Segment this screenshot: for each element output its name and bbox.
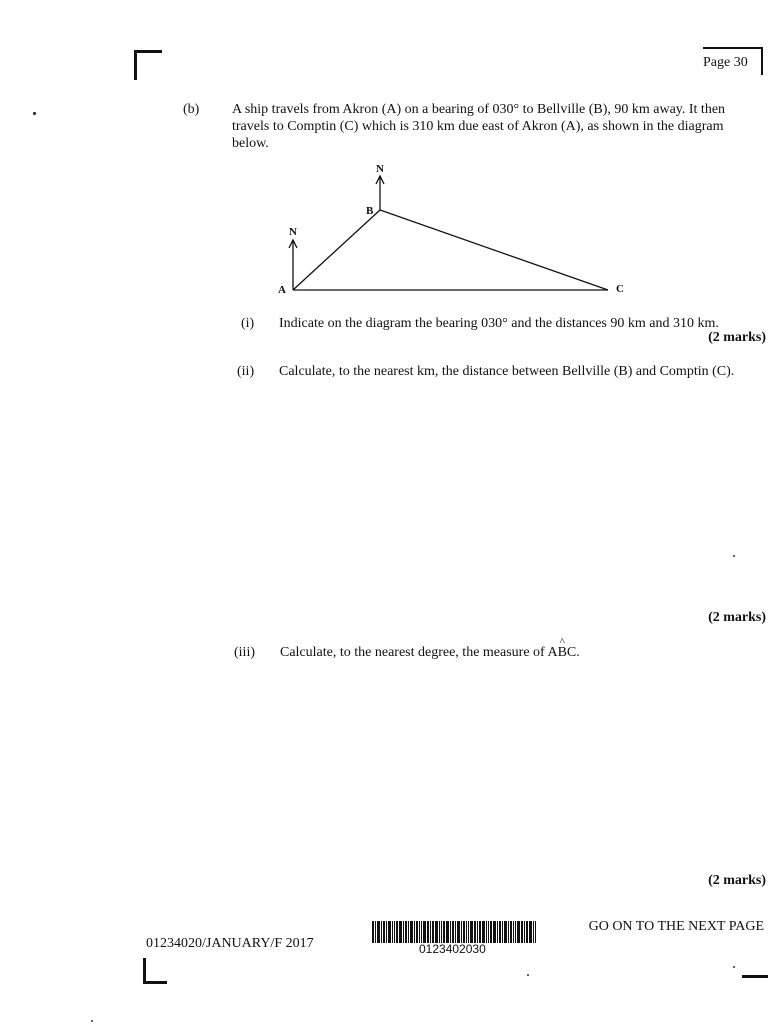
corner-mark-top-left-h	[134, 50, 162, 53]
angle-letter-c: C.	[566, 645, 580, 660]
point-c-label: C	[616, 283, 624, 295]
page-number: Page 30	[703, 55, 748, 70]
scan-speck	[733, 555, 735, 557]
go-on-next-page: GO ON TO THE NEXT PAGE	[588, 919, 764, 934]
north-label-a: N	[289, 226, 297, 238]
scan-speck	[733, 966, 735, 968]
part-i-marks: (2 marks)	[708, 330, 766, 345]
part-i-label: (i)	[241, 316, 255, 331]
part-iii-marks: (2 marks)	[708, 873, 766, 888]
angle-letter-a: A	[547, 645, 558, 660]
angle-vertex: ^ B	[558, 644, 567, 662]
north-label-b: N	[376, 163, 384, 175]
scan-speck	[91, 1020, 93, 1022]
point-a-label: A	[278, 284, 286, 296]
part-i-text: Indicate on the diagram the bearing 030° and the distances 90 km and 310 km.	[279, 316, 719, 331]
corner-mark-bottom-left-h	[143, 981, 167, 984]
part-iii-label: (iii)	[234, 645, 255, 660]
part-ii-marks: (2 marks)	[708, 610, 766, 625]
point-b-label: B	[366, 205, 374, 217]
question-intro-line-1: A ship travels from Akron (A) on a bearing of 030° to Bellville (B), 90 km away. It then	[232, 102, 726, 117]
part-ii-label: (ii)	[237, 364, 255, 379]
corner-mark-bottom-right-h	[742, 975, 768, 978]
barcode-icon	[372, 921, 536, 943]
scan-speck	[33, 112, 36, 115]
question-intro-line-2: travels to Comptin (C) which is 310 km due east of Akron (A), as shown in the diagram	[232, 119, 724, 134]
part-iii-text-main: Calculate, to the nearest degree, the measure of	[280, 645, 545, 660]
barcode-number: 0123402030	[419, 942, 486, 956]
scan-speck	[527, 974, 529, 976]
part-ii-text: Calculate, to the nearest km, the distance between Bellville (B) and Comptin (C).	[279, 364, 735, 379]
corner-mark-top-left-v	[134, 50, 137, 80]
question-intro-line-3: below.	[232, 136, 269, 151]
part-iii-text	[280, 636, 580, 662]
line-b-to-c	[380, 210, 608, 290]
part-label: (b)	[183, 102, 200, 117]
angle-abc	[547, 636, 580, 660]
paper-code: 01234020/JANUARY/F 2017	[146, 936, 314, 951]
bearing-diagram	[270, 158, 640, 303]
angle-hat-icon: ^	[559, 636, 565, 648]
line-a-to-b	[293, 210, 380, 290]
